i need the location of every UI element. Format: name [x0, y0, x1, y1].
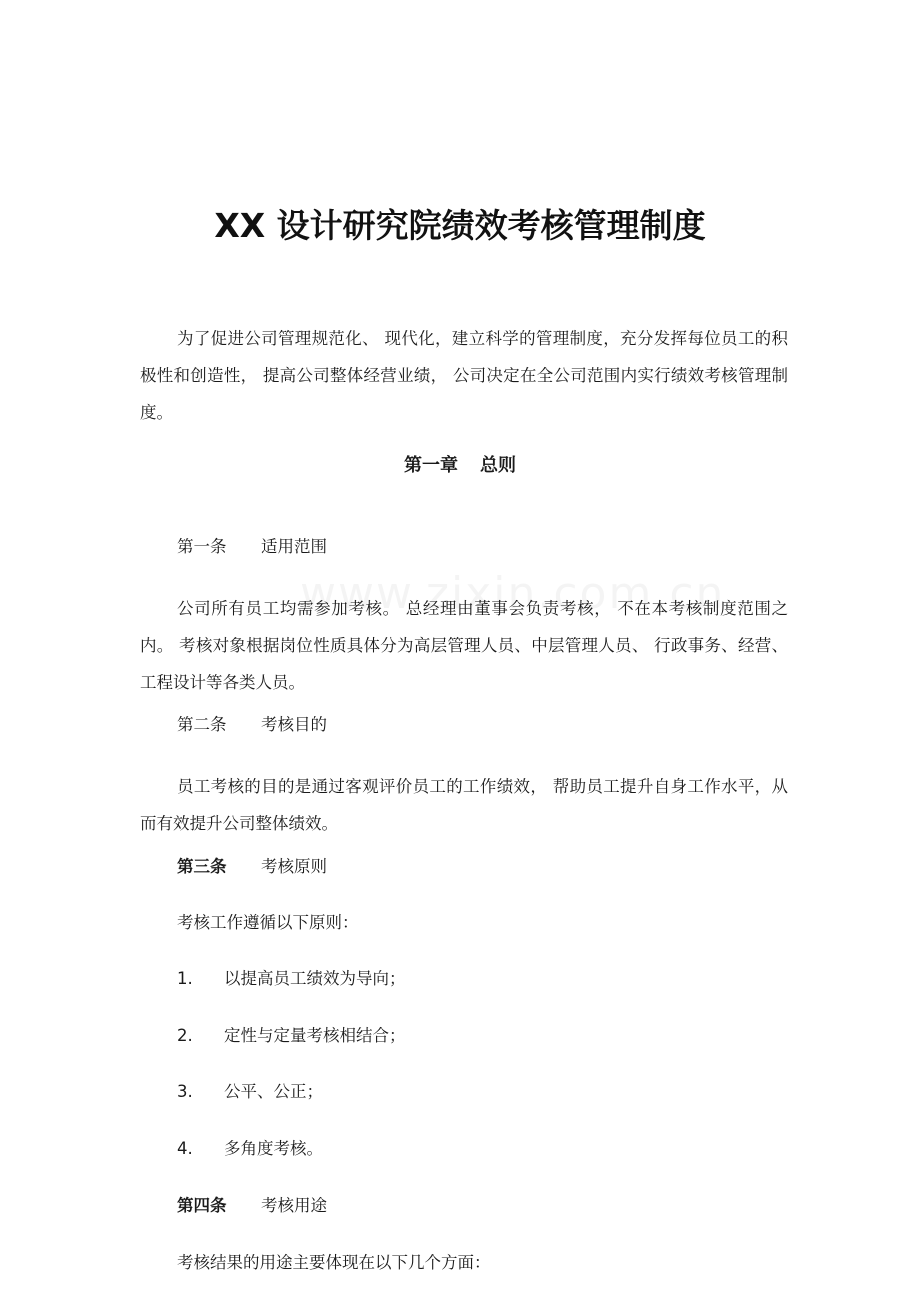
article-1-body: 公司所有员工均需参加考核。 总经理由董事会负责考核， 不在本考核制度范围之内。 考核对象根据岗位性质具体分为高层管理人员、中层管理人员、 行政事务、经营、工程设计等各类人员。	[140, 599, 788, 692]
list-item-index: 1.	[177, 969, 193, 988]
document-title: XX 设计研究院绩效考核管理制度	[214, 206, 706, 245]
list-item-index: 4.	[177, 1139, 193, 1158]
article-1-heading	[177, 532, 327, 562]
list-item-index: 2.	[177, 1026, 193, 1045]
list-item	[177, 1134, 323, 1164]
article-number: 第二条	[177, 715, 227, 734]
list-item-text: 多角度考核。	[224, 1139, 323, 1158]
list-item	[177, 1021, 406, 1051]
article-4-lead: 考核结果的用途主要体现在以下几个方面：	[177, 1253, 491, 1272]
article-2-heading	[177, 710, 327, 740]
list-item	[177, 1077, 323, 1107]
article-number: 第四条	[177, 1196, 227, 1215]
intro-paragraph: 为了促进公司管理规范化、 现代化，建立科学的管理制度，充分发挥每位员工的积极性和创造性， 提高公司整体经营业绩， 公司决定在全公司范围内实行绩效考核管理制度。	[140, 329, 788, 422]
list-item-text: 定性与定量考核相结合；	[224, 1026, 406, 1045]
article-name: 适用范围	[261, 537, 327, 556]
article-3-heading	[177, 852, 327, 882]
article-3-lead: 考核工作遵循以下原则：	[177, 913, 359, 932]
article-4-heading	[177, 1191, 327, 1221]
article-number: 第一条	[177, 537, 227, 556]
list-item	[177, 964, 406, 994]
article-2-body: 员工考核的目的是通过客观评价员工的工作绩效， 帮助员工提升自身工作水平，从而有效提升公司整体绩效。	[140, 777, 788, 833]
chapter-heading	[0, 449, 920, 483]
list-item-index: 3.	[177, 1082, 193, 1101]
list-item-text: 公平、公正；	[224, 1082, 323, 1101]
list-item-text: 以提高员工绩效为导向；	[224, 969, 406, 988]
article-name: 考核原则	[261, 857, 327, 876]
article-name: 考核用途	[261, 1196, 327, 1215]
chapter-number: 第一章	[404, 455, 458, 476]
article-name: 考核目的	[261, 715, 327, 734]
article-number: 第三条	[177, 857, 227, 876]
chapter-name: 总则	[480, 455, 516, 476]
